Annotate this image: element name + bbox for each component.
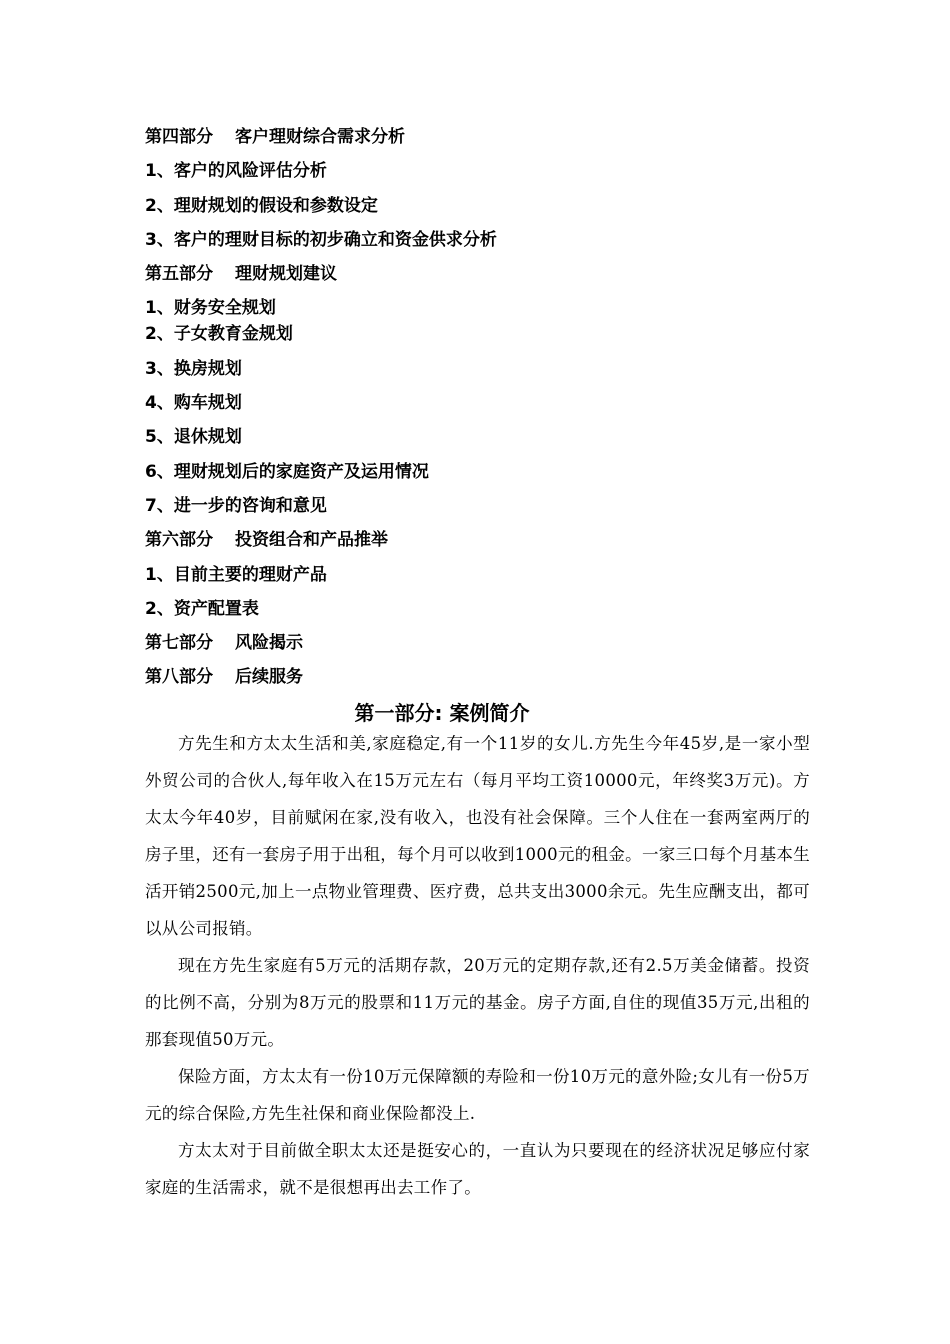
toc-item: 1、客户的风险评估分析 [145,161,327,182]
paragraph: 保险方面，方太太有一份10万元保障额的寿险和一份10万元的意外险;女儿有一份5万元的综合保险,方先生社保和商业保险都没上. [145,1067,810,1123]
toc-item: 第七部分 风险揭示 [145,633,303,654]
toc-item: 6、理财规划后的家庭资产及运用情况 [145,461,429,482]
case-intro-body [145,725,810,1206]
section-title: 第一部分: 案例简介 [354,701,530,725]
toc-item: 7、进一步的咨询和意见 [145,495,327,516]
paragraph: 方先生和方太太生活和美,家庭稳定,有一个11岁的女儿.方先生今年45岁,是一家小型外贸公司的合伙人,每年收入在15万元左右（每月平均工资10000元，年终奖3万元)。方太太今年40岁，目前赋闲在家,没有收入，也没有社会保障。三个人住在一套两室两厅的房子里，还有一套房子用于出租，每个月可以收到1000元的租金。一家三口每个月基本生活开销2500元,加上一点物业管理费、医疗费，总共支出3000余元。先生应酬支出，都可以从公司报销。 [145,734,810,938]
toc-item: 2、子女教育金规划 [145,324,293,345]
paragraph: 现在方先生家庭有5万元的活期存款，20万元的定期存款,还有2.5万美金储蓄。投资的比例不高，分别为8万元的股票和11万元的基金。房子方面,自住的现值35万元,出租的那套现值50万元。 [145,956,810,1049]
toc-item: 4、购车规划 [145,393,242,414]
toc-item: 3、换房规划 [145,358,242,379]
toc-item: 2、理财规划的假设和参数设定 [145,195,378,216]
toc-item: 2、资产配置表 [145,598,259,619]
toc-item: 第八部分 后续服务 [145,667,303,688]
toc-item: 第四部分 客户理财综合需求分析 [145,127,405,147]
toc-item: 1、财务安全规划 [145,298,276,319]
toc-item: 5、退休规划 [145,427,242,448]
toc-item: 3、客户的理财目标的初步确立和资金供求分析 [145,229,497,250]
toc-item: 1、目前主要的理财产品 [145,564,327,585]
toc-item: 第五部分 理财规划建议 [145,264,337,285]
toc-item: 第六部分 投资组合和产品推举 [145,530,388,551]
table-of-contents [145,122,845,697]
paragraph: 方太太对于目前做全职太太还是挺安心的，一直认为只要现在的经济状况足够应付家家庭的生活需求，就不是很想再出去工作了。 [145,1141,810,1197]
